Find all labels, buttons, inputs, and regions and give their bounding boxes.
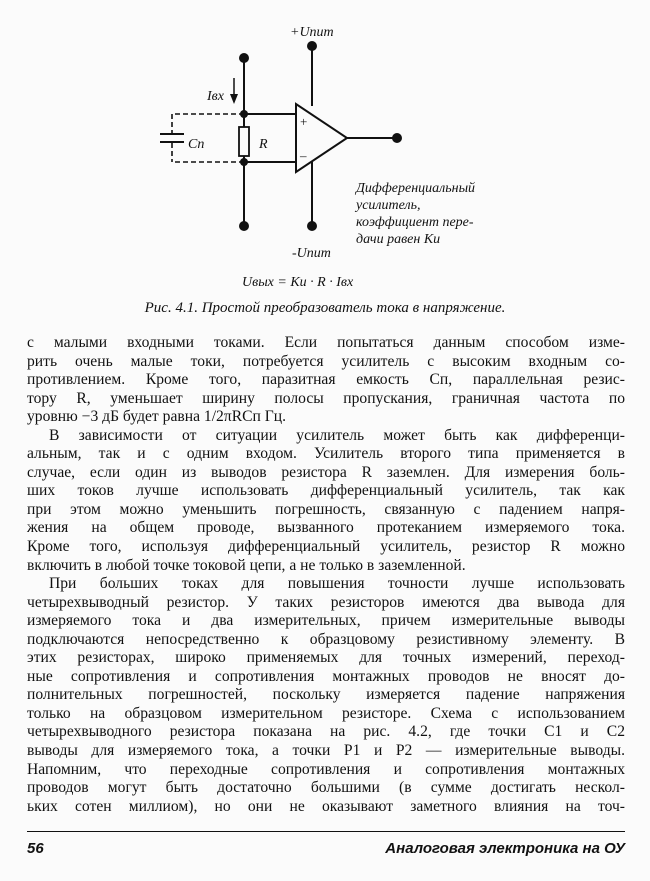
minus-input-sign: – — [300, 148, 307, 163]
text-line: Напомним, что переходные сопротивления и сопротивления монтажных — [27, 760, 625, 778]
text-line: измеряемого тока и два измерительных, причем измерительные выводы — [27, 612, 625, 630]
body-text — [27, 334, 625, 816]
vplus-label: +Uпит — [290, 25, 334, 40]
text-line: жения на общем проводе, вызванного протеканием измеряемого тока. — [27, 519, 625, 537]
parasitic-capacitor — [172, 114, 244, 162]
text-line: четырехвыводный резистор. У таких резисторов имеются два вывода для — [27, 593, 625, 611]
text-line: ьких сотен миллиом), но они не оказывают заметного влияния на точ- — [27, 797, 625, 815]
footer-rule — [27, 831, 625, 832]
text-line: этих резисторах, широко применяемых для точных измерений, переход- — [27, 649, 625, 667]
text-line: включить в любой точке токовой цепи, а не только в заземленной. — [27, 556, 466, 574]
text-line: В зависимости от ситуации усилитель может быть как дифференци- — [49, 426, 625, 444]
output-terminal — [392, 133, 402, 143]
text-line: с малыми входными токами. Если попытаться данным способом изме- — [27, 334, 625, 351]
terminal-vminus — [307, 221, 317, 231]
figure-caption: Рис. 4.1. Простой преобразователь тока в напряжение. — [144, 300, 506, 316]
text-line: проводов могут быть достаточно большими (в сумме достигать нескол- — [27, 779, 625, 797]
text-line: При больших токах для повышения точности лучше использовать — [49, 575, 625, 593]
amp-description-1: Дифференциальный — [356, 181, 476, 196]
resistor-symbol — [239, 127, 249, 156]
text-line: при этом можно уменьшить погрешность, связанную с падением напря- — [27, 500, 625, 518]
text-line: выводы для измеряемого тока, а точки P1 и P2 — измерительные выводы. — [27, 742, 625, 760]
terminal-top — [239, 53, 249, 63]
text-line: ших токов лучше использовать дифференциальный усилитель, так как — [27, 482, 625, 500]
plus-input-sign: + — [300, 114, 308, 129]
page-footer — [27, 840, 625, 860]
text-line: случае, если один из выводов резистора R заземлен. Для измерения боль- — [27, 463, 625, 481]
circuit-diagram — [0, 0, 650, 300]
text-line: альным, так и с одним входом. Усилитель второго типа применяется в — [27, 445, 625, 463]
running-title: Аналоговая электроника на ОУ — [385, 840, 625, 857]
text-line: только на образцовом измерительном резисторе. Схема с использованием — [27, 704, 625, 722]
capacitor-label: Cп — [188, 137, 205, 152]
text-line: Кроме того, используя дифференциальный усилитель, резистор R можно — [27, 538, 625, 556]
text-line: рить очень малые токи, потребуется усилитель с высоким входным со- — [27, 352, 625, 370]
amp-description-4: дачи равен Ku — [356, 232, 441, 247]
terminal-bottom — [239, 221, 249, 231]
text-line: противлением. Кроме того, паразитная емкость Cп, параллельная резис- — [27, 371, 625, 389]
current-label: Iвх — [207, 89, 224, 104]
text-line: полнительных погрешностей, поскольку измеряется падение напряжения — [27, 686, 625, 704]
text-line: тору R, уменьшает ширину полосы пропускания, граничная частота по — [27, 389, 625, 407]
transfer-formula: Uвых = Ku · R · Iвх — [242, 275, 354, 290]
text-line: ные сопротивления и сопротивления монтажных проводов не вносят до- — [27, 667, 625, 685]
amp-description-3: коэффициент пере- — [356, 215, 474, 230]
text-line: подключаются непосредственно к образцовому резистивному элементу. В — [27, 630, 625, 648]
vminus-label: -Uпит — [292, 246, 331, 261]
amp-description-2: усилитель, — [356, 198, 421, 213]
resistor-label: R — [259, 137, 268, 152]
terminal-vplus — [307, 41, 317, 51]
text-line: уровню −3 дБ будет равна 1/2πRCп Гц. — [27, 408, 286, 426]
page-number: 56 — [27, 840, 44, 857]
text-line: четырехвыводного резистора показана на рис. 4.2, где точки C1 и C2 — [27, 723, 625, 741]
